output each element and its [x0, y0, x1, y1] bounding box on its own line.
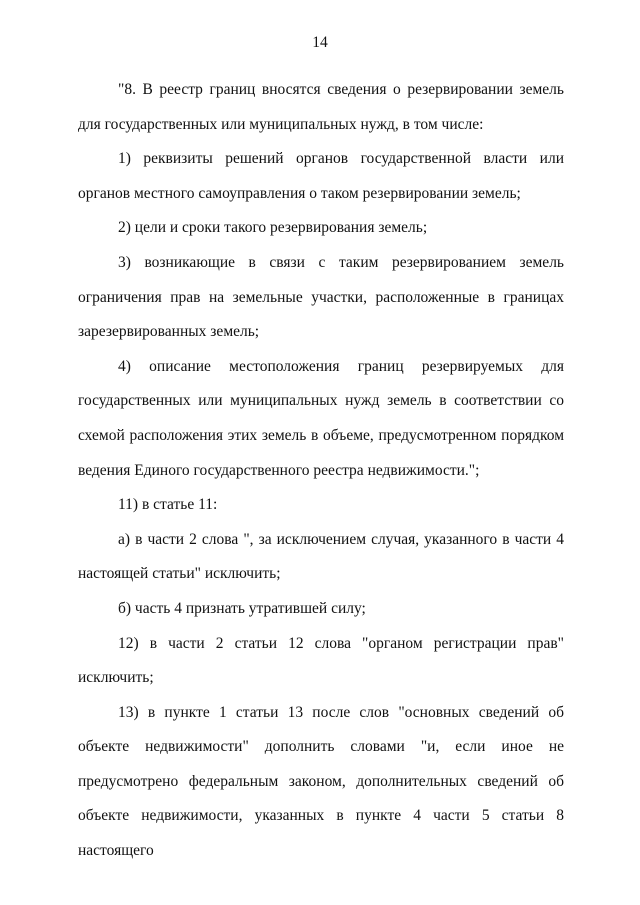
page-number: 14: [312, 34, 328, 51]
paragraph-item-2: 2) цели и сроки такого резервирования земель;: [118, 219, 428, 237]
paragraph-subitem-a: а) в части 2 слова ", за исключением случая, указанного в части 4 настоящей статьи" исключить;: [78, 530, 564, 583]
paragraph-article-11: 11) в статье 11:: [118, 496, 218, 514]
paragraph-item-1: 1) реквизиты решений органов государственной власти или органов местного самоуправления о таком резервировании земель;: [78, 150, 564, 202]
paragraph-item-13: 13) в пункте 1 статьи 13 после слов "основных сведений об объекте недвижимости" дополнить словами "и, если иное не предусмотрено федеральным законом, дополнительных сведений об объекте недвижимости, указанных в пункте 4 части 5 статьи 8 настоящего: [78, 703, 564, 860]
paragraph-item-4: 4) описание местоположения границ резервируемых для государственных или муниципальных нужд земель в соответствии со схемой расположения этих земель в объеме, предусмотренном порядком ведения Единого государственного реестра недвижимости.";: [78, 357, 564, 479]
paragraph-subitem-b: б) часть 4 признать утратившей силу;: [118, 599, 366, 617]
paragraph-reserve-intro: "8. В реестр границ вносятся сведения о резервировании земель для государственных или муниципальных нужд, в том числе:: [78, 81, 564, 133]
paragraph-item-12: 12) в части 2 статьи 12 слова "органом регистрации прав" исключить;: [78, 634, 564, 687]
paragraph-item-3: 3) возникающие в связи с таким резервированием земель ограничения прав на земельные участки, расположенные в границах зарезервированных земель;: [78, 253, 564, 341]
document-body: [78, 73, 564, 869]
